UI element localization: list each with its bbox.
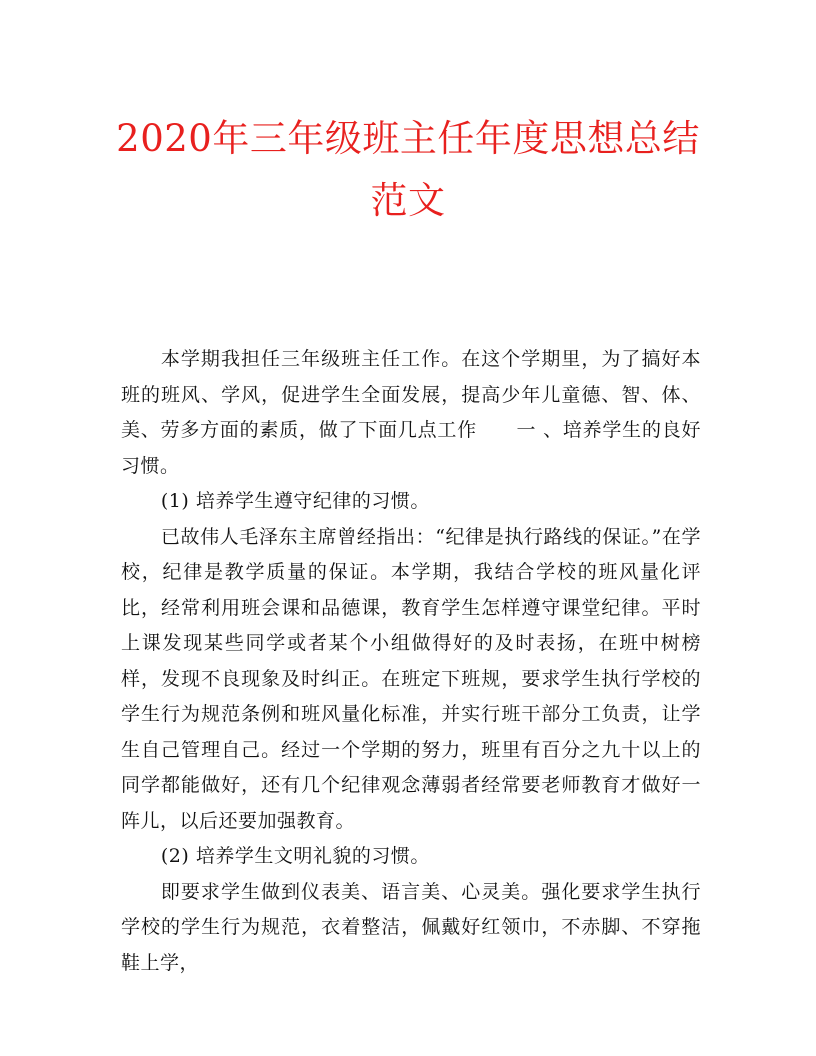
paragraph-manners: 即要求学生做到仪表美、语言美、心灵美。强化要求学生执行学校的学生行为规范，衣着整洁，佩戴好红领巾，不赤脚、不穿拖鞋上学， bbox=[121, 880, 701, 974]
document-title: 2020年三年级班主任年度思想总结范文 bbox=[116, 117, 700, 222]
document-body bbox=[121, 342, 701, 981]
paragraph-heading-manners: (2) 培养学生文明礼貌的习惯。 bbox=[160, 845, 430, 867]
paragraph-intro: 本学期我担任三年级班主任工作。在这个学期里，为了搞好本班的班风、学风，促进学生全面发展，提高少年儿童德、智、体、美、劳多方面的素质，做了下面几点工作 一 、培养学生的良好习惯。 bbox=[121, 348, 701, 477]
paragraph-discipline: 已故伟人毛泽东主席曾经指出：“纪律是执行路线的保证。”在学校，纪律是教学质量的保证。本学期，我结合学校的班风量化评比，经常利用班会课和品德课，教育学生怎样遵守课堂纪律。平时上课发现某些同学或者某个小组做得好的及时表扬，在班中树榜样，发现不良现象及时纠正。在班定下班规，要求学生执行学校的学生行为规范条例和班风量化标准，并实行班干部分工负责，让学生自己管理自己。经过一个学期的努力，班里有百分之九十以上的同学都能做好，还有几个纪律观念薄弱者经常要老师教育才做好一阵儿，以后还要加强教育。 bbox=[121, 525, 701, 832]
paragraph-heading-discipline: (1) 培养学生遵守纪律的习惯。 bbox=[160, 490, 430, 512]
